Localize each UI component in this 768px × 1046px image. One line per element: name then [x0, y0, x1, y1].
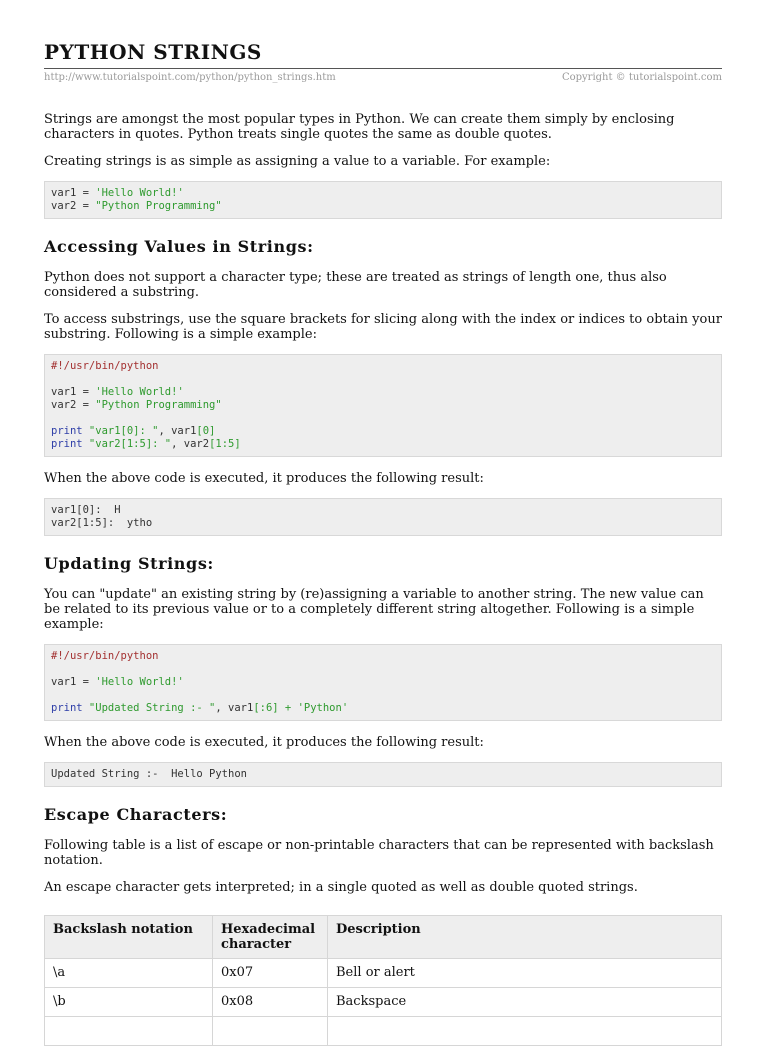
table-cell: Backspace	[328, 988, 722, 1017]
source-url[interactable]: http://www.tutorialspoint.com/python/python_strings.htm	[44, 72, 336, 83]
code-block-accessing	[44, 354, 722, 457]
accessing-result-intro: When the above code is executed, it produces the following result:	[44, 471, 484, 486]
heading-updating: Updating Strings:	[44, 554, 214, 573]
table-cell	[45, 1017, 213, 1046]
result-line: Updated String :- Hello Python	[51, 768, 247, 780]
heading-escape: Escape Characters:	[44, 805, 228, 824]
code-line: var2 = "Python Programming"	[51, 399, 222, 411]
code-line: var1 = 'Hello World!'	[51, 187, 184, 199]
col-description: Description	[328, 916, 722, 959]
table-cell: Bell or alert	[328, 959, 722, 988]
code-line: var2 = "Python Programming"	[51, 200, 222, 212]
table-row	[45, 1017, 722, 1046]
code-line: print "var1[0]: ", var1[0]	[51, 425, 216, 437]
table-row	[45, 988, 722, 1017]
code-line: print "Updated String :- ", var1[:6] + 'Python'	[51, 702, 349, 714]
col-hex: Hexadecimal character	[213, 916, 328, 959]
code-shebang: #!/usr/bin/python	[51, 650, 159, 662]
accessing-paragraph-1: Python does not support a character type; these are treated as strings of length one, thus also considered a substring.	[44, 270, 667, 300]
escape-paragraph-1: Following table is a list of escape or non-printable characters that can be represented with backslash notation.	[44, 838, 714, 868]
content	[44, 112, 722, 1046]
table-cell: 0x07	[213, 959, 328, 988]
code-block-create	[44, 181, 722, 219]
page-title: PYTHON STRINGS	[44, 40, 262, 64]
col-backslash: Backslash notation	[45, 916, 213, 959]
copyright-text: Copyright © tutorialspoint.com	[561, 72, 722, 83]
title-divider	[44, 68, 722, 69]
table-cell: \a	[45, 959, 213, 988]
updating-result-intro: When the above code is executed, it produces the following result:	[44, 735, 484, 750]
intro-paragraph-1: Strings are amongst the most popular types in Python. We can create them simply by enclosing characters in quotes. Python treats single quotes the same as double quotes.	[44, 112, 675, 142]
code-line: var1 = 'Hello World!'	[51, 676, 184, 688]
code-line: print "var2[1:5]: ", var2[1:5]	[51, 438, 241, 450]
code-line: var1 = 'Hello World!'	[51, 386, 184, 398]
table-row	[45, 959, 722, 988]
table-cell: \b	[45, 988, 213, 1017]
table-cell	[328, 1017, 722, 1046]
result-line: var1[0]: H	[51, 504, 121, 516]
escape-table	[44, 915, 722, 1046]
table-cell	[213, 1017, 328, 1046]
updating-paragraph: You can "update" an existing string by (re)assigning a variable to another string. The new value can be related to its previous value or to a completely different string altogether. Following is a simple example:	[44, 587, 704, 632]
result-block-updating	[44, 762, 722, 787]
result-block-accessing	[44, 498, 722, 536]
accessing-paragraph-2: To access substrings, use the square brackets for slicing along with the index or indices to obtain your substring. Following is a simple example:	[44, 312, 722, 342]
table-header-row	[45, 916, 722, 959]
result-line: var2[1:5]: ytho	[51, 517, 153, 529]
code-block-updating	[44, 644, 722, 721]
code-shebang: #!/usr/bin/python	[51, 360, 159, 372]
intro-paragraph-2: Creating strings is as simple as assigning a value to a variable. For example:	[44, 154, 551, 169]
page-meta	[44, 72, 722, 83]
escape-paragraph-2: An escape character gets interpreted; in a single quoted as well as double quoted strings.	[44, 880, 638, 895]
heading-accessing: Accessing Values in Strings:	[44, 237, 314, 256]
table-cell: 0x08	[213, 988, 328, 1017]
